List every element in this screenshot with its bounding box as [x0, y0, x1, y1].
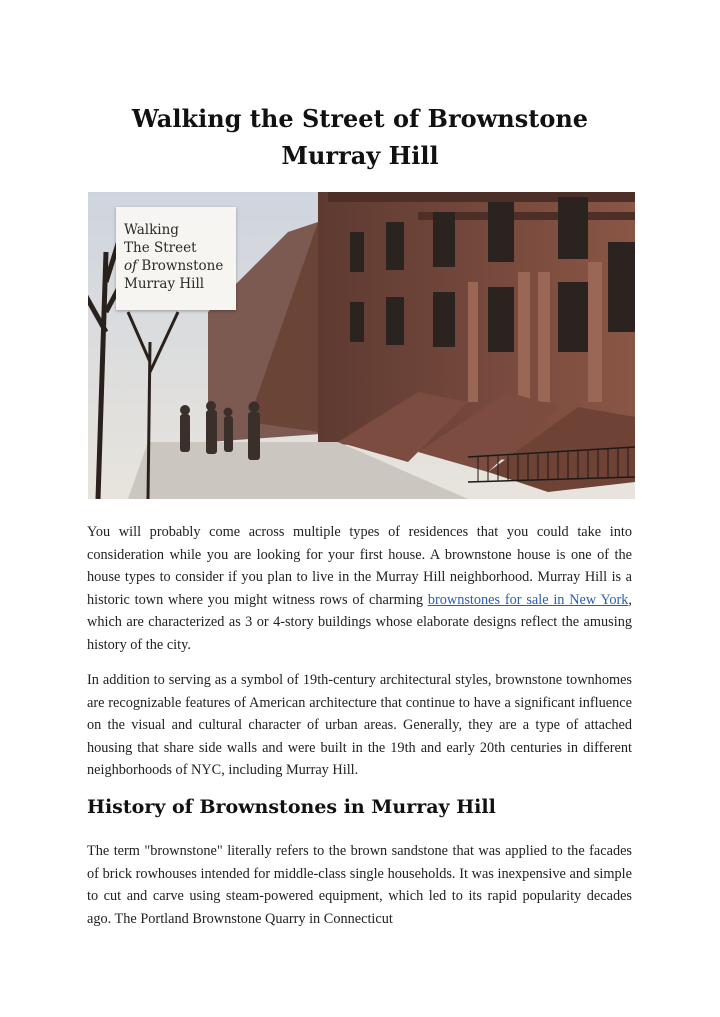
card-line-3-of: of: [124, 258, 138, 274]
section-heading-history: History of Brownstones in Murray Hill: [87, 796, 496, 818]
paragraph-intro-text: You will probably come across multiple types of residences that you could take into consideration while you are looking for your first house. A brownstone house is one of the house types to consider if you plan to live in the Murray Hill neighborhood. Murray Hill is a historic town where you might witness rows of charming: [87, 524, 632, 608]
card-line-2: The Street: [124, 240, 197, 256]
hero-image: [88, 192, 635, 499]
page-title: Walking the Street of Brownstone Murray Hill: [131, 104, 589, 170]
paragraph-intro-text-end: , which are characterized as 3 or 4-story buildings whose elaborate designs reflect the amusing history of the city.: [87, 591, 632, 653]
card-line-3: [124, 257, 223, 275]
image-title-card: [116, 207, 236, 310]
paragraph-history: The term "brownstone" literally refers to the brown sandstone that was applied to the facades of brick rowhouses intended for middle-class single households. It was inexpensive and simple to cut and carve using steam-powered equipment, which led to its rapid popularity decades ago. The Portland Brownstone Quarry in Connecticut: [87, 843, 632, 927]
card-line-1: Walking: [124, 222, 179, 238]
card-line-4: Murray Hill: [124, 276, 205, 292]
card-line-3-rest: Brownstone: [137, 258, 224, 274]
brownstones-for-sale-link[interactable]: brownstones for sale in New York: [427, 591, 629, 608]
paragraph-intro: [87, 521, 632, 656]
paragraph-architecture: In addition to serving as a symbol of 19th-century architectural styles, brownstone townhomes are recognizable features of American architecture that continue to have a significant influence on the visual and cultural character of urban areas. Generally, they are a type of attached housing that share side walls and were built in the 19th and early 20th centuries in different neighborhoods of NYC, including Murray Hill.: [87, 672, 632, 778]
